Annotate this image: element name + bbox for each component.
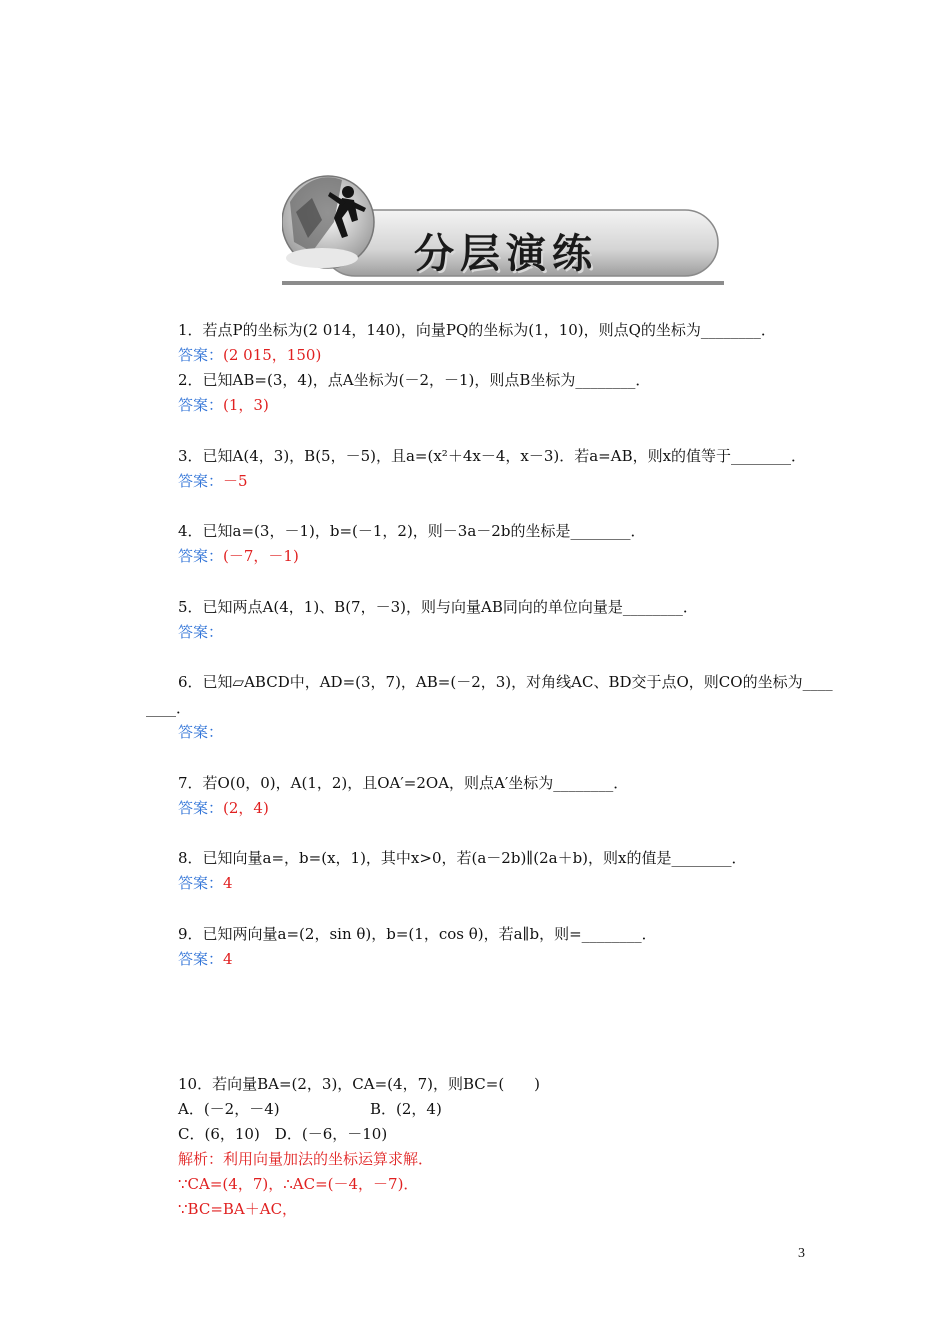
answer-value: (2 015，150): [223, 346, 322, 364]
answer-5: [178, 622, 223, 642]
page-number: 3: [798, 1246, 805, 1261]
question-7: 7．若O(0，0)，A(1，2)，且OA′=2OA，则点A′坐标为________．: [178, 774, 629, 792]
answer-6: [178, 722, 223, 742]
question-3: 3．已知A(4，3)，B(5，－5)，且a=(x²＋4x－4，x－3)．若a=AB，则x的值等于________．: [178, 447, 807, 465]
answer-2: [178, 395, 269, 415]
question-10: 10．若向量BA=(2，3)，CA=(4，7)，则BC=( ): [178, 1075, 541, 1093]
answer-value: 4: [223, 874, 233, 892]
answer-1: [178, 345, 321, 365]
question-2: 2．已知AB=(3，4)，点A坐标为(－2，－1)，则点B坐标为________．: [178, 371, 651, 389]
question-6: 6．已知▱ABCD中，AD=(3，7)，AB=(－2，3)，对角线AC、BD交于点O，则CO的坐标为____: [178, 673, 833, 691]
answer-7: [178, 798, 269, 818]
question-10-options-ab: [178, 1099, 442, 1119]
question-5: 5．已知两点A(4，1)、B(7，－3)，则与向量AB同向的单位向量是________．: [178, 598, 698, 616]
answer-value: －5: [223, 472, 248, 490]
answer-label: 答案：: [178, 346, 224, 364]
option-a: A．(－2，－4): [178, 1100, 280, 1118]
option-b: B．(2，4): [370, 1100, 442, 1118]
banner-title: 分层演练: [414, 230, 598, 277]
answer-4: [178, 546, 299, 566]
answer-value: 4: [223, 950, 233, 968]
answer-label: 答案：: [178, 799, 224, 817]
answer-3: [178, 471, 248, 491]
solution-line-2: ∵CA=(4，7)，∴AC=(－4，－7)．: [178, 1175, 419, 1193]
answer-label: 答案：: [178, 623, 224, 641]
answer-label: 答案：: [178, 396, 224, 414]
question-4: 4．已知a=(3，－1)，b=(－1，2)，则－3a－2b的坐标是________．: [178, 522, 646, 540]
question-1: 1．若点P的坐标为(2 014，140)，向量PQ的坐标为(1，10)，则点Q的坐标为________．: [178, 321, 776, 339]
answer-label: 答案：: [178, 723, 224, 741]
answer-value: (1，3): [223, 396, 269, 414]
answer-8: [178, 873, 233, 893]
question-6-continuation: ____．: [146, 699, 192, 717]
answer-label: 答案：: [178, 874, 224, 892]
answer-label: 答案：: [178, 950, 224, 968]
answer-value: (2，4): [223, 799, 269, 817]
answer-label: 答案：: [178, 472, 224, 490]
question-10-options-cd: C．(6，10) D．(－6，－10): [178, 1125, 388, 1143]
answer-label: 答案：: [178, 547, 224, 565]
question-9: 9．已知两向量a=(2，sin θ)，b=(1，cos θ)，若a∥b，则=________．: [178, 925, 657, 943]
question-8: 8．已知向量a=，b=(x，1)，其中x>0，若(a－2b)∥(2a＋b)，则x的值是________．: [178, 849, 747, 867]
answer-value: (－7，－1): [223, 547, 299, 565]
solution-line-1: 解析：利用向量加法的坐标运算求解．: [178, 1150, 434, 1168]
solution-line-3: ∵BC=BA＋AC，: [178, 1200, 298, 1218]
answer-9: [178, 949, 233, 969]
